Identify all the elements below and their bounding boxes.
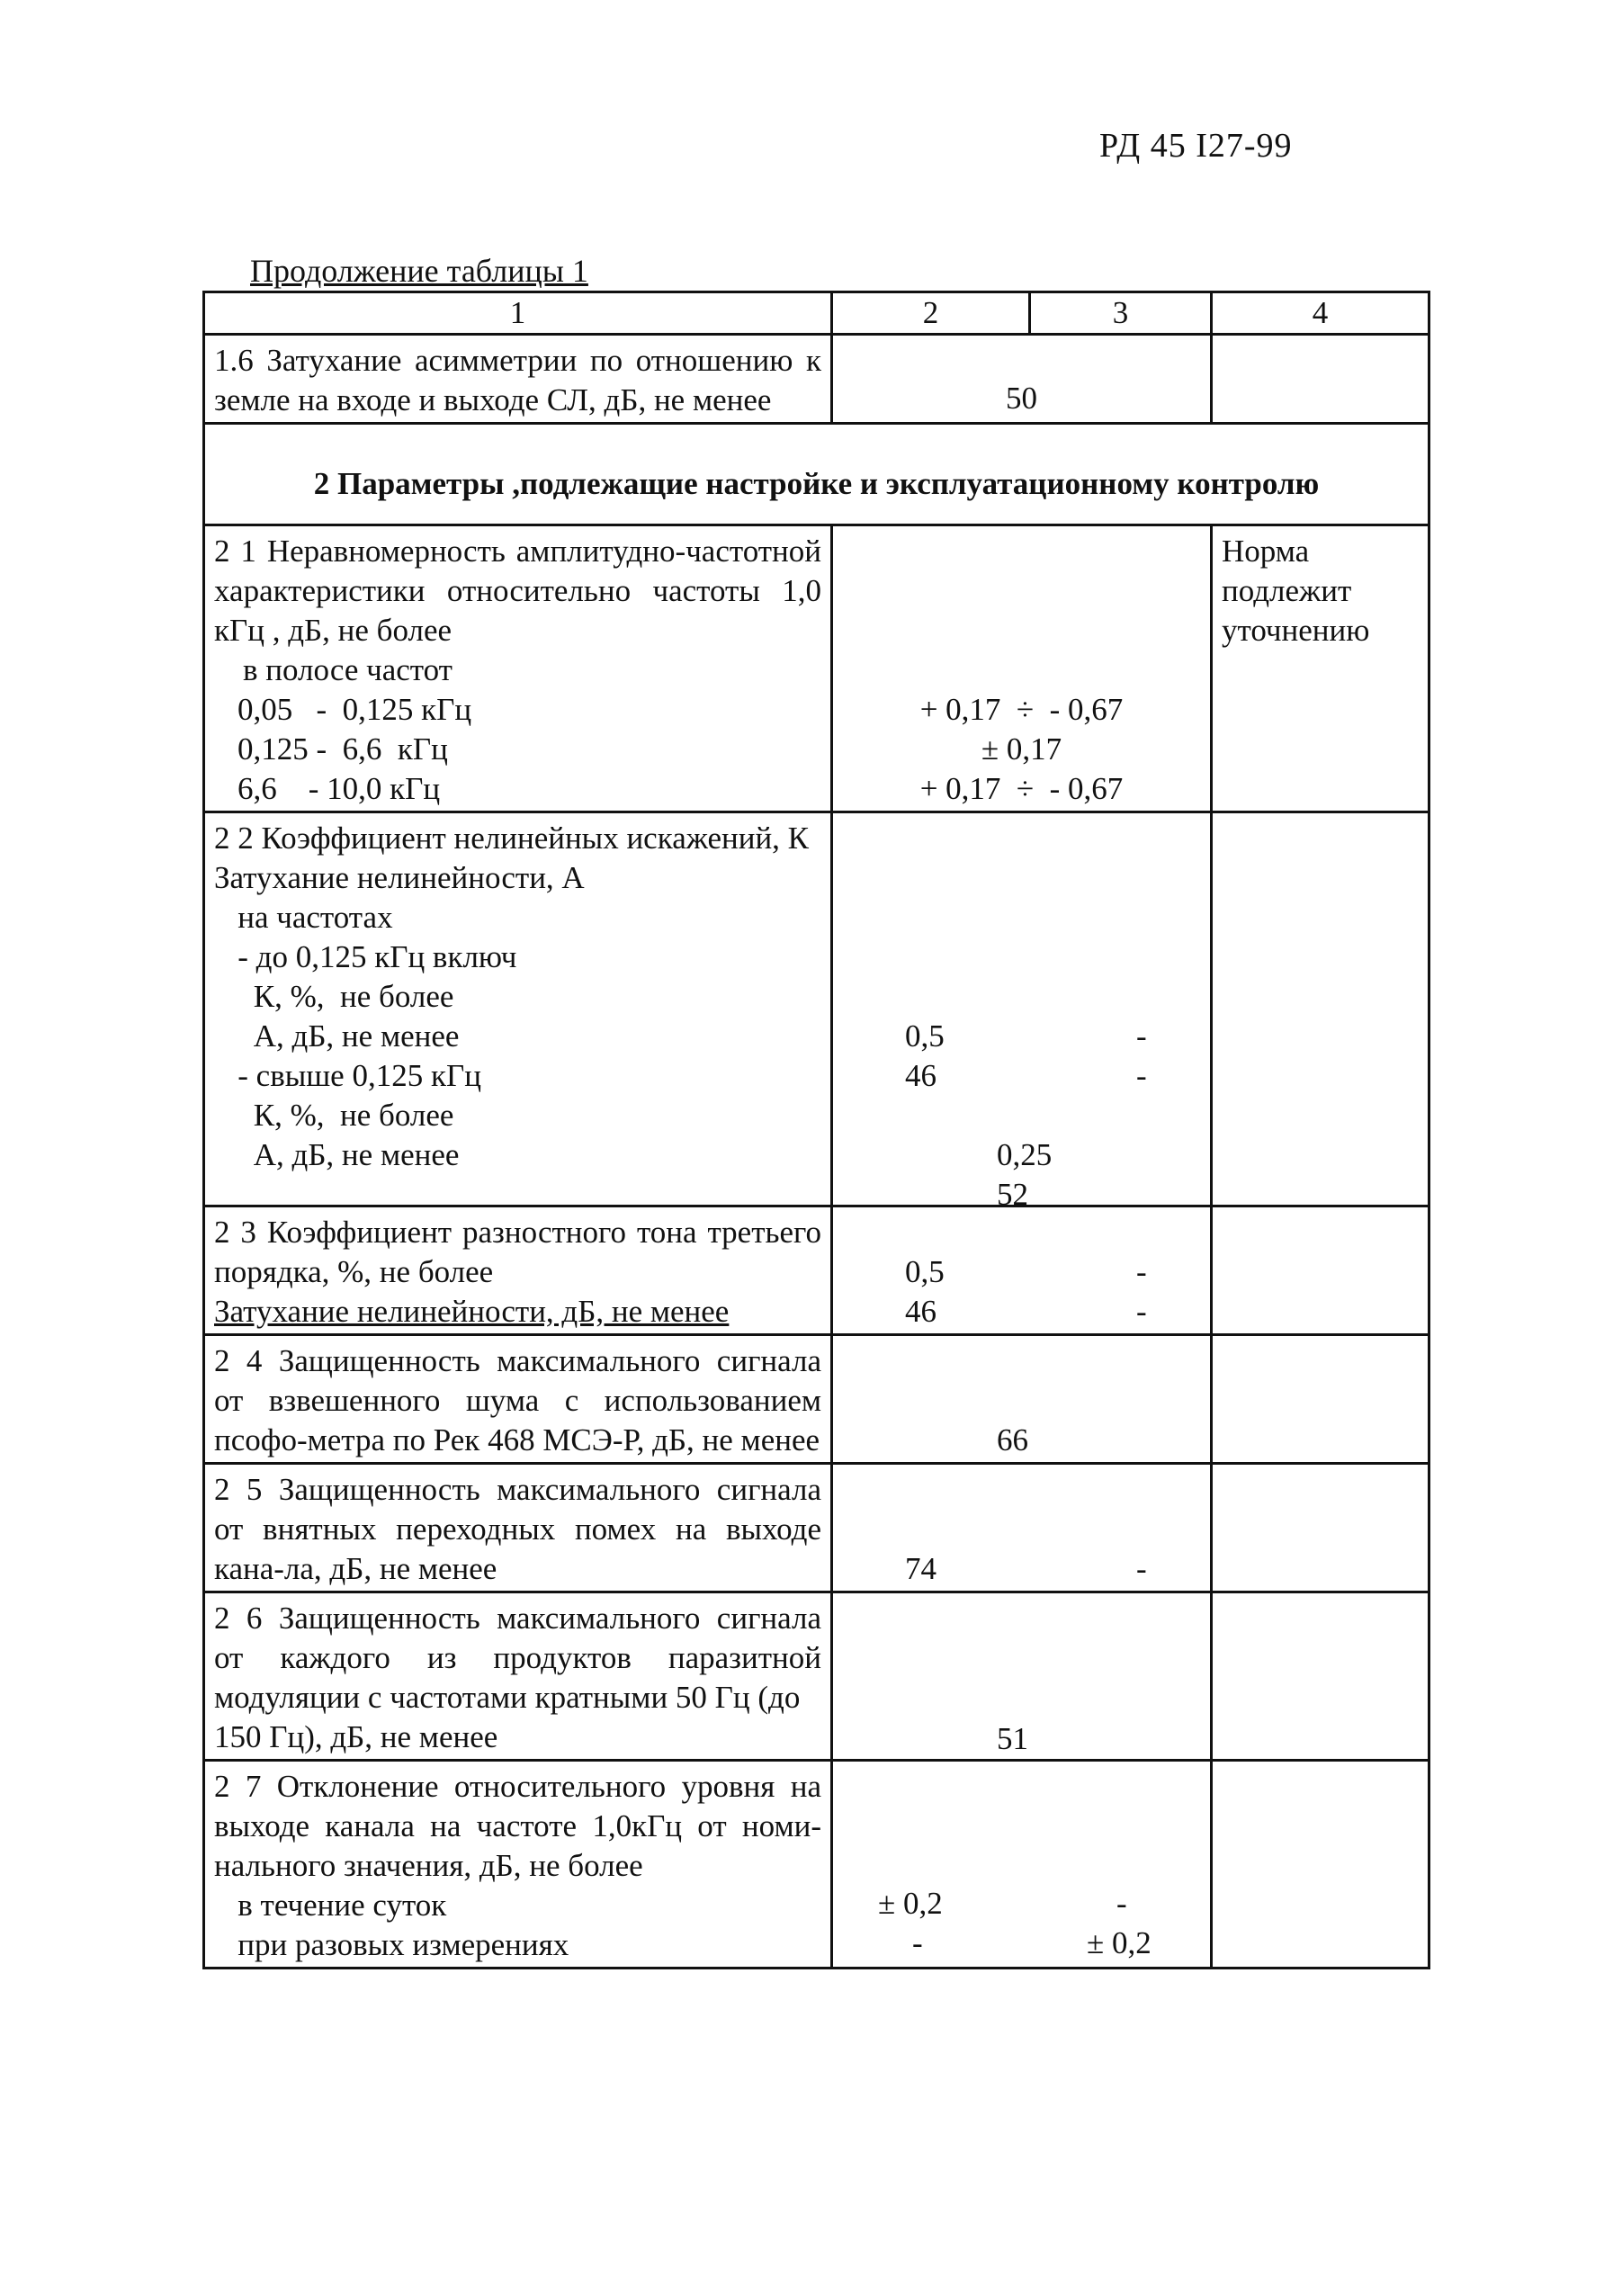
value-cell: 66 <box>832 1335 1212 1464</box>
document-code: РД 45 I27-99 <box>1099 127 1293 165</box>
value-cell: 0,5 - 46 - <box>832 1206 1212 1335</box>
parameters-table <box>202 291 1430 1969</box>
section-header-row <box>204 424 1429 525</box>
table-row <box>204 1206 1429 1335</box>
note-cell <box>1212 1335 1429 1464</box>
table-header-row <box>204 292 1429 335</box>
param-cell: 2 2 Коэффициент нелинейных искажений, К Затухание нелинейности, А на частотах - до 0,125 кГц включ К, %, не более А, дБ, не менее - свыше 0,125 кГц К, %, не более А, дБ, не менее <box>204 812 832 1206</box>
value-cell: ± 0,2 - - ± 0,2 <box>832 1761 1212 1969</box>
section-title: 2 Параметры ,подлежащие настройке и эксплуатационному контролю <box>204 424 1429 525</box>
col-header-1: 1 <box>204 292 832 335</box>
note-cell: Норма подлежит уточнению <box>1212 525 1429 812</box>
value-cell: + 0,17 ÷ - 0,67 ± 0,17 + 0,17 ÷ - 0,67 <box>832 525 1212 812</box>
param-cell: 2 4 Защищенность максимального сигнала от взвешенного шума с использованием псофо-метра по Рек 468 МСЭ-Р, дБ, не менее <box>204 1335 832 1464</box>
param-cell: 1.6 Затухание асимметрии по отношению к земле на входе и выходе СЛ, дБ, не менее <box>204 335 832 424</box>
param-cell: 2 5 Защищенность максимального сигнала от внятных переходных помех на выходе кана-ла, дБ, не менее <box>204 1464 832 1592</box>
value-cell: 0,5 - 46 - 0,25 52 <box>832 812 1212 1206</box>
value-cell: 74 - <box>832 1464 1212 1592</box>
note-cell <box>1212 1206 1429 1335</box>
col-header-4: 4 <box>1212 292 1429 335</box>
table-row <box>204 1592 1429 1761</box>
note-cell <box>1212 1592 1429 1761</box>
table-row <box>204 812 1429 1206</box>
table-row <box>204 525 1429 812</box>
col-header-3: 3 <box>1030 292 1212 335</box>
table-caption: Продолжение таблицы 1 <box>250 253 588 289</box>
note-cell <box>1212 335 1429 424</box>
table-row <box>204 1464 1429 1592</box>
param-cell: 2 6 Защищенность максимального сигнала от каждого из продуктов паразитной модуляции с частотами кратными 50 Гц (до 150 Гц), дБ, не менее <box>204 1592 832 1761</box>
table-row <box>204 1335 1429 1464</box>
note-cell <box>1212 1464 1429 1592</box>
value-cell: 51 <box>832 1592 1212 1761</box>
param-cell: 2 7 Отклонение относительного уровня на выходе канала на частоте 1,0кГц от номи-нального значения, дБ, не более в течение суток при разовых измерениях <box>204 1761 832 1969</box>
value-cell: 50 <box>832 335 1212 424</box>
param-cell: 2 3 Коэффициент разностного тона третьего порядка, %, не более Затухание нелинейности, дБ, не менее <box>204 1206 832 1335</box>
param-cell: 2 1 Неравномерность амплитудно-частотной характеристики относительно частоты 1,0 кГц , дБ, не более в полосе частот 0,05 - 0,125 кГц 0,125 - 6,6 кГц 6,6 - 10,0 кГц <box>204 525 832 812</box>
table-row <box>204 1761 1429 1969</box>
col-header-2: 2 <box>832 292 1030 335</box>
note-cell <box>1212 812 1429 1206</box>
table-row <box>204 335 1429 424</box>
note-cell <box>1212 1761 1429 1969</box>
